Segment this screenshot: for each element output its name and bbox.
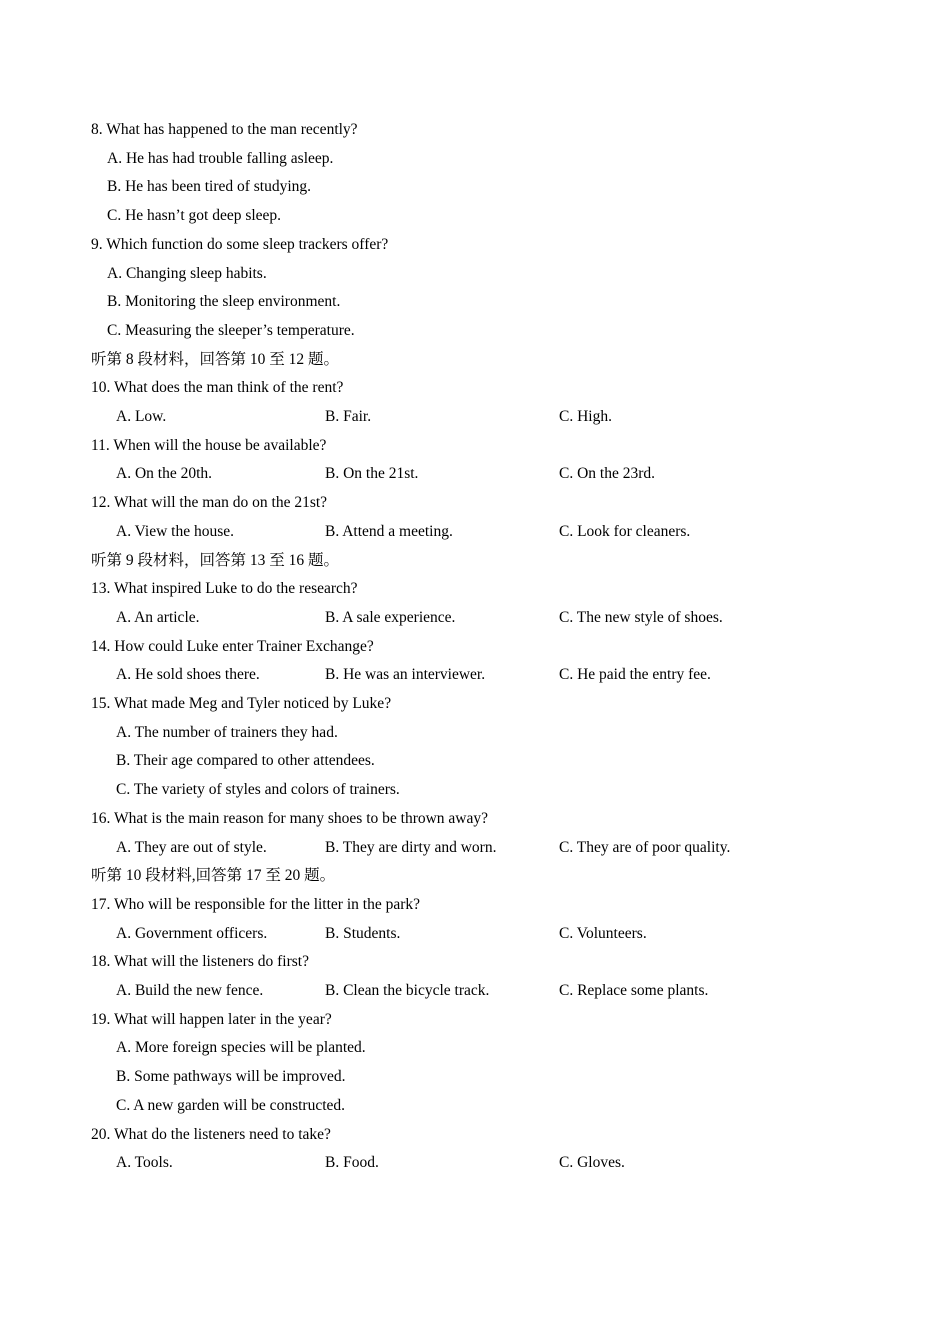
question-text: 18. What will the listeners do first? xyxy=(91,953,309,971)
answer-option: B. Fair. xyxy=(325,408,372,425)
answer-option: B. On the 21st. xyxy=(325,465,419,483)
section-instruction: 听第 9 段材料，回答第 13 至 16 题。 xyxy=(91,551,340,569)
option-row xyxy=(0,834,950,863)
answer-option: C. The variety of styles and colors of trainers. xyxy=(116,781,400,799)
option-row xyxy=(0,518,950,547)
answer-option: C. Look for cleaners. xyxy=(559,522,691,540)
option-row xyxy=(0,604,950,633)
answer-option: C. Volunteers. xyxy=(559,924,647,942)
answer-option: C. On the 23rd. xyxy=(559,465,656,483)
option-row xyxy=(0,661,950,690)
option-row xyxy=(0,1092,950,1121)
answer-option: B. Their age compared to other attendees. xyxy=(116,752,375,770)
answer-option: B. They are dirty and worn. xyxy=(325,838,497,856)
answer-option: A. Changing sleep habits. xyxy=(107,264,267,282)
option-row xyxy=(0,977,950,1006)
answer-option: B. Students. xyxy=(325,924,401,942)
answer-option: B. Attend a meeting. xyxy=(325,522,453,540)
question-text: 16. What is the main reason for many shoes to be thrown away? xyxy=(91,809,489,827)
answer-option: C. A new garden will be constructed. xyxy=(116,1096,346,1114)
answer-option: C. He paid the entry fee. xyxy=(559,666,711,684)
answer-option: C. The new style of shoes. xyxy=(559,608,723,626)
question-text: 20. What do the listeners need to take? xyxy=(91,1125,331,1143)
answer-option: A. More foreign species will be planted. xyxy=(116,1039,366,1057)
option-row xyxy=(0,260,950,289)
answer-option: A. The number of trainers they had. xyxy=(116,723,338,741)
section-instruction: 听第 8 段材料，回答第 10 至 12 题。 xyxy=(91,350,340,368)
option-row xyxy=(0,173,950,202)
question-text: 12. What will the man do on the 21st? xyxy=(91,494,328,512)
answer-option: B. Some pathways will be improved. xyxy=(116,1068,346,1086)
answer-option: A. View the house. xyxy=(116,522,235,540)
answer-option: A. Build the new fence. xyxy=(116,982,264,999)
option-row xyxy=(0,317,950,346)
answer-option: A. On the 20th. xyxy=(116,465,213,483)
question-text: 17. Who will be responsible for the litter in the park? xyxy=(91,895,421,913)
option-row xyxy=(0,202,950,231)
answer-option: C. They are of poor quality. xyxy=(559,838,731,856)
answer-option: B. A sale experience. xyxy=(325,608,456,626)
option-row xyxy=(0,920,950,949)
section-instruction: 听第 10 段材料,回答第 17 至 20 题。 xyxy=(91,867,336,885)
answer-option: B. Food. xyxy=(325,1154,379,1172)
option-row xyxy=(0,145,950,174)
answer-option: C. Replace some plants. xyxy=(559,982,709,999)
question-text: 10. What does the man think of the rent? xyxy=(91,379,344,397)
answer-option: C. He hasn’t got deep sleep. xyxy=(107,207,282,225)
answer-option: C. Measuring the sleeper’s temperature. xyxy=(107,321,355,339)
question-text: 13. What inspired Luke to do the research? xyxy=(91,580,358,598)
question-text: 19. What will happen later in the year? xyxy=(91,1010,332,1028)
option-row xyxy=(0,776,950,805)
answer-option: A. Tools. xyxy=(116,1154,173,1172)
answer-option: A. Low. xyxy=(116,408,167,425)
option-row xyxy=(0,1149,950,1178)
option-row xyxy=(0,403,950,432)
option-row xyxy=(0,288,950,317)
question-text: 14. How could Luke enter Trainer Exchange? xyxy=(91,637,374,655)
answer-option: A. Government officers. xyxy=(116,924,268,942)
answer-option: A. He has had trouble falling asleep. xyxy=(107,149,334,167)
answer-option: A. He sold shoes there. xyxy=(116,666,260,684)
answer-option: A. An article. xyxy=(116,608,200,626)
answer-option: B. Clean the bicycle track. xyxy=(325,982,490,999)
answer-option: A. They are out of style. xyxy=(116,838,267,856)
answer-option: B. He was an interviewer. xyxy=(325,666,486,684)
answer-option: B. Monitoring the sleep environment. xyxy=(107,293,341,311)
answer-option: B. He has been tired of studying. xyxy=(107,178,312,196)
question-text: 9. Which function do some sleep trackers offer? xyxy=(91,235,389,253)
answer-option: C. Gloves. xyxy=(559,1154,625,1172)
option-row xyxy=(0,747,950,776)
question-text: 11. When will the house be available? xyxy=(91,436,327,454)
question-text: 8. What has happened to the man recently? xyxy=(91,121,358,138)
option-row xyxy=(0,1063,950,1092)
option-row xyxy=(0,1034,950,1063)
option-row xyxy=(0,460,950,489)
option-row xyxy=(0,719,950,748)
question-text: 15. What made Meg and Tyler noticed by Luke? xyxy=(91,695,392,712)
answer-option: C. High. xyxy=(559,408,612,425)
